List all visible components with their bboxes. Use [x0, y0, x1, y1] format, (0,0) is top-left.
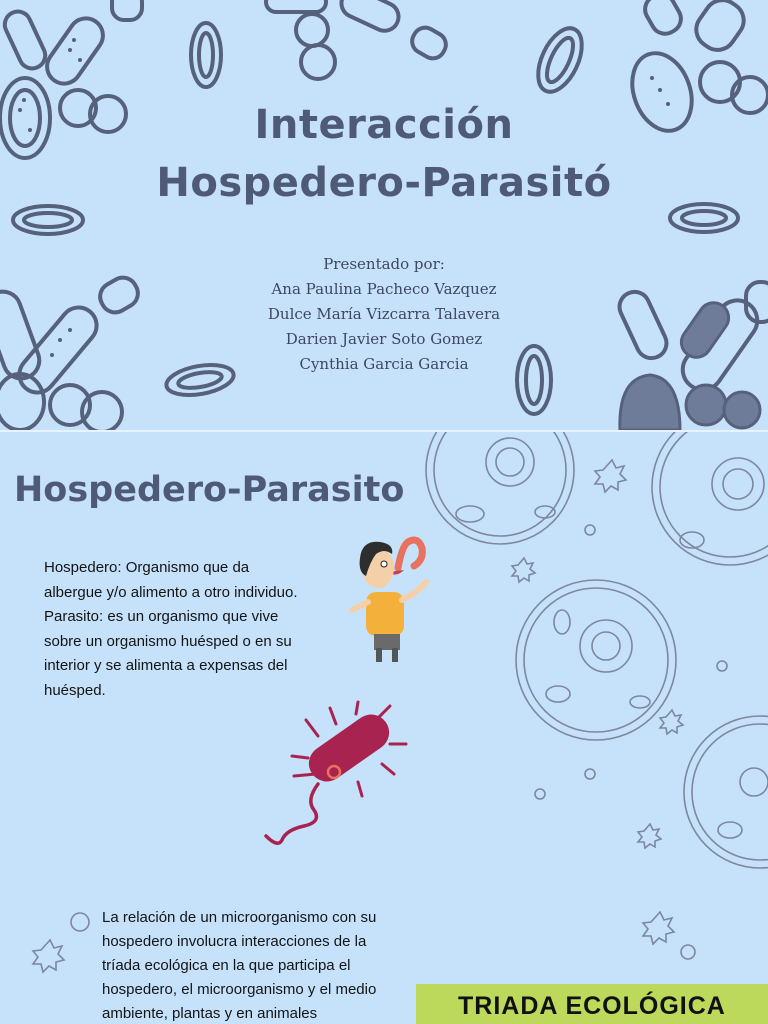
content-slide	[0, 432, 768, 1024]
bacterium-illustration-icon	[258, 700, 418, 850]
triad-paragraph	[102, 906, 402, 1024]
title-slide	[0, 0, 768, 430]
title-line-2: Hospedero-Parasitó	[156, 160, 612, 206]
section-title: Hospedero-Parasito	[14, 470, 405, 510]
definition-line: Hospedero: Organismo que da	[44, 559, 250, 576]
presenter-name: Cynthia Garcia Garcia	[299, 355, 469, 373]
paragraph-line: tríada ecológica en la que participa el	[102, 957, 351, 974]
presenters-block	[0, 252, 768, 377]
paragraph-line: hospedero, el microorganismo y el medio	[102, 981, 377, 998]
triad-banner	[416, 984, 768, 1024]
paragraph-line: La relación de un microorganismo con su	[102, 909, 377, 926]
definitions-text	[44, 556, 344, 703]
definition-line: albergue y/o alimento a otro individuo.	[44, 583, 298, 601]
definition-line: sobre un organismo huésped o en su	[44, 632, 292, 650]
presenter-name: Dulce María Vizcarra Talavera	[267, 305, 501, 323]
presented-by-label: Presentado por:	[323, 255, 445, 273]
title-line-1: Interacción	[254, 102, 514, 148]
definition-line: huésped.	[44, 681, 106, 699]
definition-line: interior y se alimenta a expensas del	[44, 657, 288, 674]
triad-banner-label: TRIADA ECOLÓGICA	[458, 992, 726, 1020]
presenter-name: Darien Javier Soto Gomez	[285, 330, 483, 348]
presenter-name: Ana Paulina Pacheco Vazquez	[271, 280, 497, 298]
child-with-worm-illustration-icon	[348, 532, 440, 672]
paragraph-line: ambiente, plantas y en animales	[102, 1005, 318, 1022]
paragraph-line: hospedero involucra interacciones de la	[102, 933, 367, 950]
definition-line: Parasito: es un organismo que vive	[44, 608, 279, 625]
